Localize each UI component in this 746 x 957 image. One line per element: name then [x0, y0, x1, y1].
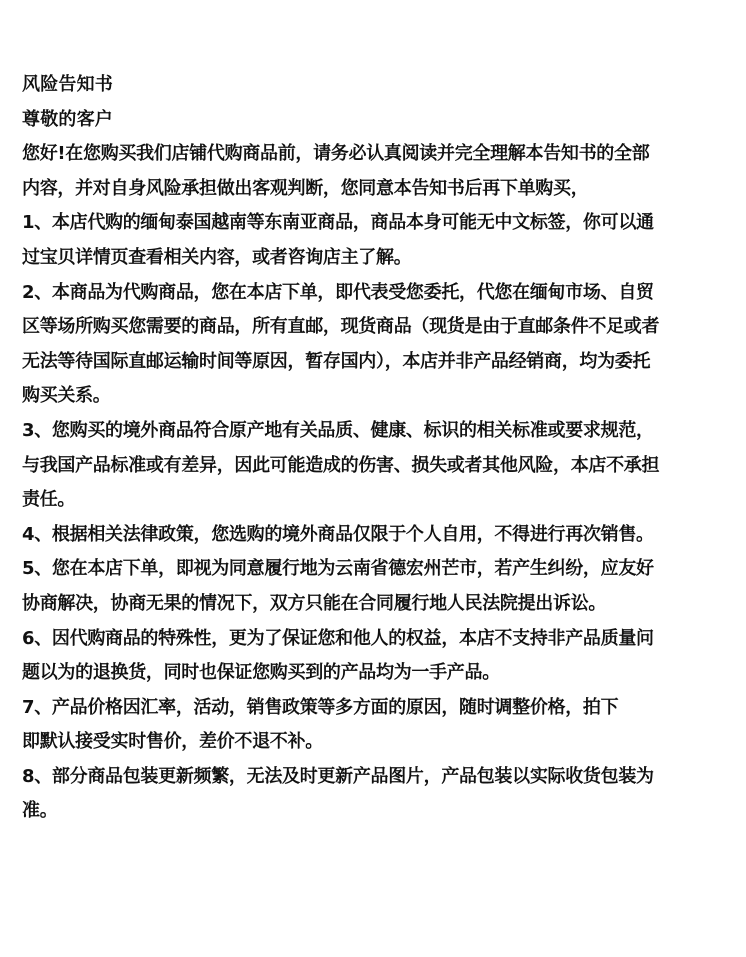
notice-line: 协商解决，协商无果的情况下，双方只能在合同履行地人民法院提出诉讼。 — [22, 592, 607, 614]
notice-line: 区等场所购买您需要的商品，所有直邮，现货商品（现货是由于直邮条件不足或者 — [22, 316, 660, 338]
notice-line: 题以为的退换货，同时也保证您购买到的产品均为一手产品。 — [22, 662, 500, 684]
notice-line: 8、部分商品包装更新频繁，无法及时更新产品图片，产品包装以实际收货包装为 — [22, 765, 654, 787]
notice-line: 3、您购买的境外商品符合原产地有关品质、健康、标识的相关标准或要求规范， — [22, 419, 654, 441]
notice-line: 内容，并对自身风险承担做出客观判断，您同意本告知书后再下单购买， — [22, 177, 589, 199]
notice-title: 风险告知书 — [22, 74, 113, 95]
notice-line: 购买关系。 — [22, 385, 111, 407]
notice-line: 无法等待国际直邮运输时间等原因，暂存国内），本店并非产品经销商，均为委托 — [22, 350, 651, 372]
notice-line: 您好!在您购买我们店铺代购商品前，请务必认真阅读并完全理解本告知书的全部 — [22, 143, 650, 165]
notice-line: 7、产品价格因汇率，活动，销售政策等多方面的原因，随时调整价格，拍下 — [22, 696, 619, 718]
notice-line: 2、本商品为代购商品，您在本店下单，即代表受您委托，代您在缅甸市场、自贸 — [22, 281, 654, 303]
risk-notice-document — [22, 68, 738, 829]
notice-line: 1、本店代购的缅甸泰国越南等东南亚商品，商品本身可能无中文标签，你可以通 — [22, 212, 654, 234]
notice-line: 4、根据相关法律政策，您选购的境外商品仅限于个人自用，不得进行再次销售。 — [22, 523, 654, 545]
notice-line: 责任。 — [22, 489, 76, 511]
notice-line: 5、您在本店下单，即视为同意履行地为云南省德宏州芒市，若产生纠纷，应友好 — [22, 558, 654, 580]
notice-line: 过宝贝详情页查看相关内容，或者咨询店主了解。 — [22, 246, 412, 268]
notice-line: 与我国产品标准或有差异，因此可能造成的伤害、损失或者其他风险，本店不承担 — [22, 454, 660, 476]
notice-line: 即默认接受实时售价，差价不退不补。 — [22, 731, 323, 753]
notice-greeting: 尊敬的客户 — [22, 108, 113, 130]
notice-line: 6、因代购商品的特殊性，更为了保证您和他人的权益，本店不支持非产品质量问 — [22, 627, 654, 649]
notice-line: 准。 — [22, 800, 58, 822]
